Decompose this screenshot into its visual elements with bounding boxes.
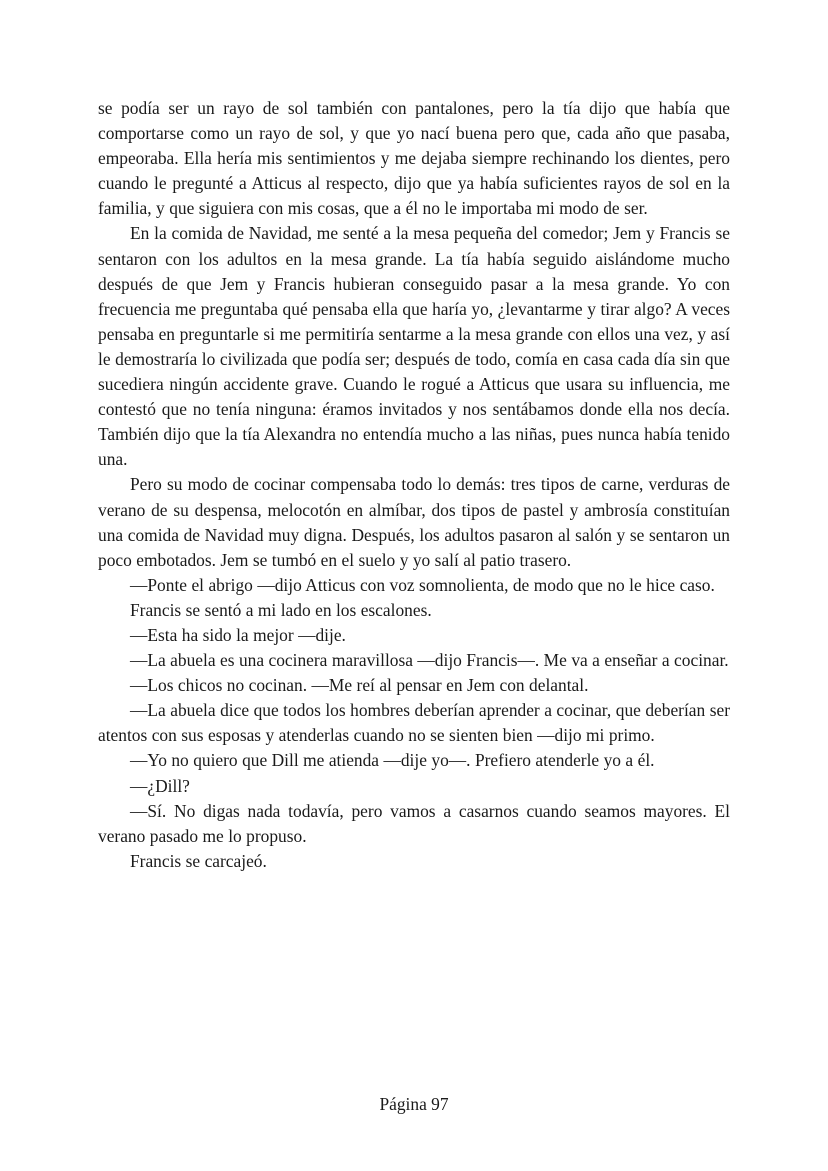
dialogue-paragraph: —La abuela es una cocinera maravillosa —dijo Francis—. Me va a enseñar a cocinar. — [130, 650, 729, 671]
dialogue-paragraph: —Yo no quiero que Dill me atienda —dije yo—. Prefiero atenderle yo a él. — [130, 750, 655, 771]
dialogue-paragraph: —Sí. No digas nada todavía, pero vamos a casarnos cuando seamos mayores. El verano pasado me lo propuso. — [98, 800, 730, 846]
dialogue-paragraph: —La abuela dice que todos los hombres deberían aprender a cocinar, que deberían ser atentos con sus esposas y atenderlas cuando no se sienten bien —dijo mi primo. — [98, 700, 730, 746]
dialogue-paragraph: —Ponte el abrigo —dijo Atticus con voz somnolienta, de modo que no le hice caso. — [130, 574, 715, 595]
paragraph: Francis se sentó a mi lado en los escalones. — [130, 599, 432, 620]
dialogue-paragraph: —Esta ha sido la mejor —dije. — [130, 624, 346, 645]
paragraph: Francis se carcajeó. — [130, 850, 267, 871]
dialogue-paragraph: —¿Dill? — [130, 775, 190, 796]
paragraph: En la comida de Navidad, me senté a la mesa pequeña del comedor; Jem y Francis se sentaron con los adultos en la mesa grande. La tía había seguido aislándome mucho después de que Jem y Francis hubieran conseguido pasar a la mesa grande. Yo con frecuencia me preguntaba qué pensaba ella que haría yo, ¿levantarme y tirar algo? A veces pensaba en preguntarle si me permitiría sentarme a la mesa grande con ellos una vez, y así le demostraría lo civilizada que podía ser; después de todo, comía en casa cada día sin que sucediera ningún accidente grave. Cuando le rogué a Atticus que usara su influencia, me contestó que no tenía ninguna: éramos invitados y nos sentábamos donde ella nos decía. También dijo que la tía Alexandra no entendía mucho a las niñas, pues nunca había tenido una. — [98, 223, 730, 470]
paragraph: se podía ser un rayo de sol también con pantalones, pero la tía dijo que había que comportarse como un rayo de sol, y que yo nací buena pero que, cada año que pasaba, empeoraba. Ella hería mis sentimientos y me dejaba siempre rechinando los dientes, pero cuando le pregunté a Atticus al respecto, dijo que ya había suficientes rayos de sol en la familia, y que siguiera con mis cosas, que a él no le importaba mi modo de ser. — [98, 98, 730, 219]
paragraph: Pero su modo de cocinar compensaba todo lo demás: tres tipos de carne, verduras de verano de su despensa, melocotón en almíbar, dos tipos de pastel y ambrosía constituían una comida de Navidad muy digna. Después, los adultos pasaron al salón y se sentaron un poco embotados. Jem se tumbó en el suelo y yo salí al patio trasero. — [98, 474, 730, 570]
page-number-footer: Página 97 — [379, 1094, 449, 1114]
page-text-body — [98, 96, 730, 874]
dialogue-paragraph: —Los chicos no cocinan. —Me reí al pensar en Jem con delantal. — [130, 675, 589, 696]
